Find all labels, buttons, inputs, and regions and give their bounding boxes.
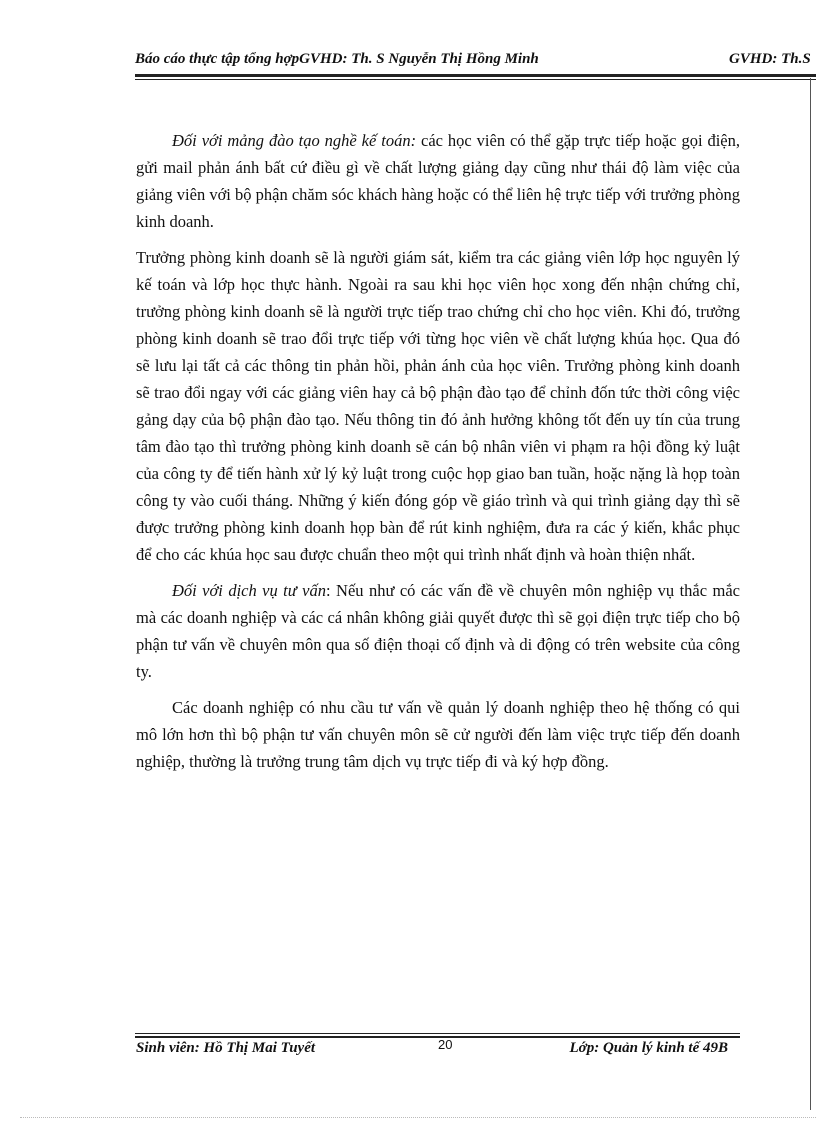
paragraph-text: Các doanh nghiệp có nhu cầu tư vấn về quản lý doanh nghiệp theo hệ thống có qui mô lớn hơn thì bộ phận tư vấn chuyên môn sẽ cử người đến làm việc trực tiếp đến doanh nghiệp, thường là trưởng trung tâm dịch vụ trực tiếp đi và ký hợp đồng. [136, 698, 740, 771]
paragraph-text: Trưởng phòng kinh doanh sẽ là người giám sát, kiểm tra các giảng viên lớp học nguyên lý kế toán và lớp học thực hành. Ngoài ra sau khi học viên học xong đến nhận chứng chỉ, trưởng phòng kinh doanh sẽ là người trực tiếp trao chứng chỉ cho học viên. Khi đó, trưởng phòng kinh doanh sẽ trao đổi trực tiếp với từng học viên về chất lượng khúa học. Qua đó sẽ lưu lại tất cả các thông tin phản hồi, phản ánh của học viên. Trưởng phòng kinh doanh sẽ trao đổi ngay với các giảng viên hay cả bộ phận đào tạo để chỉnh đốn tức thời công việc gảng dạy của bộ phận đào tạo. Nếu thông tin đó ảnh hưởng không tốt đến uy tín của trung tâm đào tạo thì trưởng phòng kinh doanh sẽ cán bộ nhân viên vi phạm ra hội đồng kỷ luật của công ty để tiến hành xử lý kỷ luật trong cuộc họp giao ban tuần, hoặc nặng là họp toàn công ty vào cuối tháng. Những ý kiến đóng góp về giáo trình và qui trình giảng dạy thì sẽ được trưởng phòng kinh doanh họp bàn để rút kinh nghiệm, đưa ra các ý kiến, khắc phục để cho các khúa học sau được chuẩn theo một qui trình nhất định và hoàn thiện nhất. [136, 248, 740, 564]
footer-class: Lớp: Quản lý kinh tế 49B [569, 1040, 728, 1056]
paragraph-consulting-service [136, 577, 740, 685]
paragraph-lead: Đối với mảng đào tạo nghề kế toán: [172, 131, 417, 150]
header-supervisor: GVHD: Th.S [729, 51, 811, 67]
paragraph-sales-manager [136, 244, 740, 568]
header-report-title: Báo cáo thực tập tổng hợpGVHD: Th. S Nguyễn Thị Hồng Minh [135, 51, 539, 67]
bottom-dotted-rule [20, 1117, 816, 1118]
paragraph-enterprise-consulting [136, 694, 740, 775]
paragraph-text: : Nếu như có các vấn đề về chuyên môn nghiệp vụ thắc mắc mà các doanh nghiệp và các cá nhân không giải quyết được thì sẽ gọi điện trực tiếp cho bộ phận tư vấn về chuyên môn qua số điện thoại cố định và di động có trên website của công ty. [136, 581, 740, 681]
header-rule-thin [135, 79, 816, 80]
paragraph-accounting-training [136, 127, 740, 235]
paragraph-lead: Đối với dịch vụ tư vấn [172, 581, 327, 600]
page-header [135, 47, 816, 73]
side-border [810, 78, 811, 1110]
footer-student: Sinh viên: Hồ Thị Mai Tuyết [136, 1040, 316, 1056]
document-body [136, 127, 740, 784]
paragraph-text: các học viên có thể gặp trực tiếp hoặc gọi điện, gửi mail phản ánh bất cứ điều gì về chất lượng giảng dạy cũng như thái độ làm việc của giảng viên với bộ phận chăm sóc khách hàng hoặc có thể liên hệ trực tiếp với trưởng phòng kinh doanh. [136, 131, 740, 231]
footer-rule [135, 1033, 740, 1034]
page-footer [136, 1037, 740, 1062]
header-rule [135, 74, 816, 77]
page-number: 20 [438, 1037, 453, 1052]
